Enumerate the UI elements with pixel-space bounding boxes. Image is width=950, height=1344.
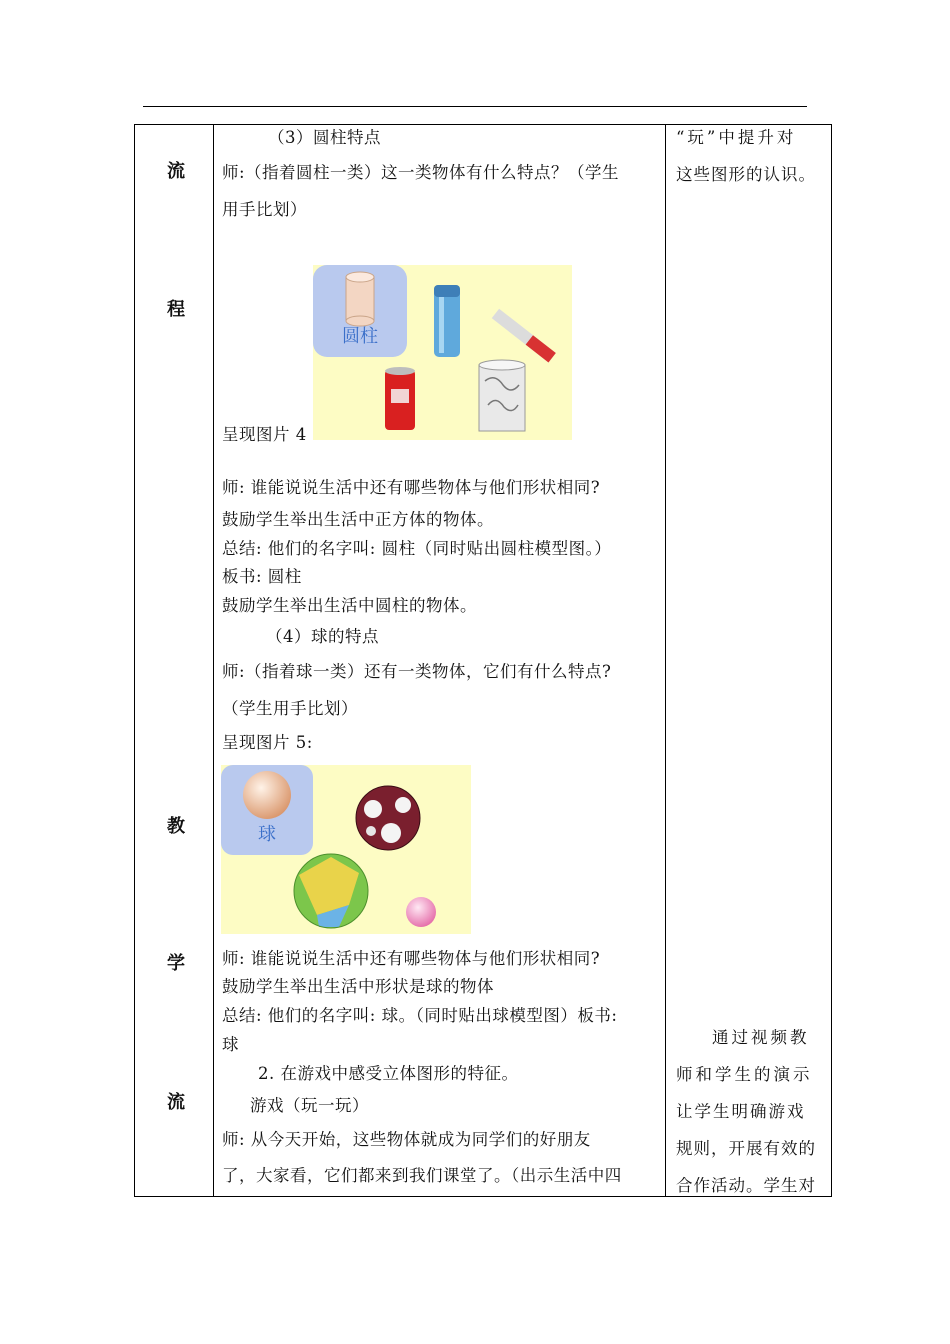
note-line: 规则，开展有效的 — [676, 1139, 816, 1158]
cylinder-objects-image — [313, 265, 572, 440]
header-rule — [143, 106, 807, 107]
side-label-1: 流 — [167, 161, 185, 182]
side-label-2: 程 — [167, 299, 185, 320]
paragraph-line: 了，大家看，它们都来到我们课堂了。（出示生活中四 — [222, 1166, 622, 1185]
note-line: 合作活动。学生对 — [676, 1176, 816, 1195]
image-caption-4: 呈现图片 4 — [222, 425, 307, 444]
paragraph-line: 游戏（玩一玩） — [250, 1096, 369, 1115]
note-line: 这些图形的认识。 — [676, 165, 816, 184]
paragraph-line: 鼓励学生举出生活中形状是球的物体 — [222, 977, 494, 996]
paragraph-line: 板书: 圆柱 — [222, 567, 302, 586]
paragraph-line: 师:（指着圆柱一类）这一类物体有什么特点？（学生 — [222, 163, 620, 182]
column-divider-left — [213, 125, 214, 1196]
paragraph-line: （学生用手比划） — [222, 699, 358, 718]
section-heading-cylinder: （3）圆柱特点 — [268, 128, 381, 147]
column-divider-right — [665, 125, 666, 1196]
paragraph-line: 鼓励学生举出生活中圆柱的物体。 — [222, 596, 477, 615]
section-heading-ball: （4）球的特点 — [266, 627, 379, 646]
side-label-3: 教 — [167, 816, 185, 837]
paragraph-line: 球 — [222, 1035, 239, 1054]
note-line: 通过视频教 — [712, 1028, 810, 1047]
side-label-5: 流 — [167, 1092, 185, 1113]
paragraph-line: 师: 从今天开始，这些物体就成为同学们的好朋友 — [222, 1130, 591, 1149]
paragraph-line: 总结: 他们的名字叫: 圆柱（同时贴出圆柱模型图。） — [222, 539, 612, 558]
numbered-item: 2. 在游戏中感受立体图形的特征。 — [258, 1064, 519, 1083]
side-label-4: 学 — [167, 953, 185, 974]
paragraph-line: 师: 谁能说说生活中还有哪些物体与他们形状相同? — [222, 478, 601, 497]
ball-objects-image — [221, 765, 471, 934]
ball-label: 球 — [258, 824, 276, 845]
note-line: 师和学生的演示 — [676, 1065, 813, 1084]
paragraph-line: 师: 谁能说说生活中还有哪些物体与他们形状相同? — [222, 949, 601, 968]
paragraph-line: 师:（指着球一类）还有一类物体，它们有什么特点? — [222, 662, 612, 681]
note-line: “玩”中提升对 — [676, 128, 797, 147]
paragraph-line: 总结: 他们的名字叫: 球。（同时贴出球模型图）板书: — [222, 1006, 618, 1025]
cylinder-label: 圆柱 — [342, 326, 378, 347]
image-caption-5: 呈现图片 5: — [222, 733, 313, 752]
note-line: 让学生明确游戏 — [676, 1102, 806, 1121]
paragraph-line: 用手比划） — [222, 200, 307, 219]
paragraph-line: 鼓励学生举出生活中正方体的物体。 — [222, 510, 494, 529]
